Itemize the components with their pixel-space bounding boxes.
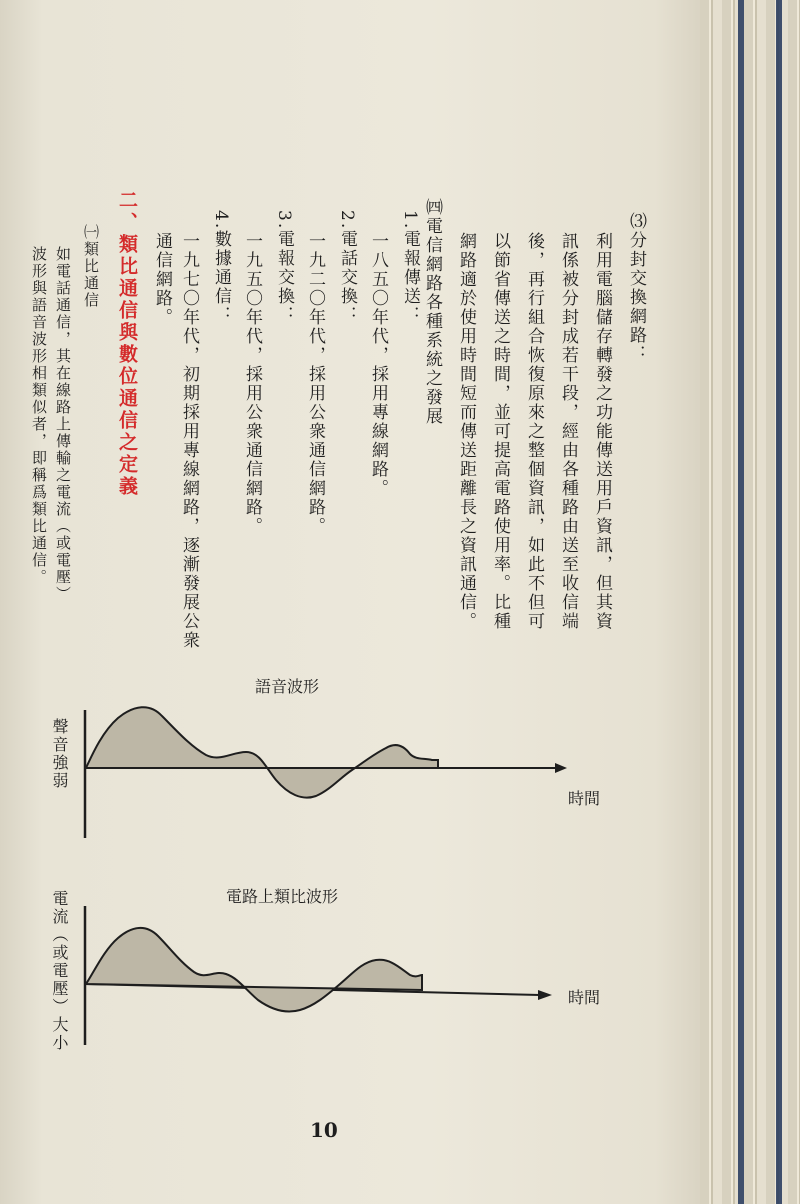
section3-line-3: 後，再行組合恢復原來之整個資訊，如此不但可	[524, 232, 544, 631]
section4-item-4-title: 4.數據通信：	[211, 210, 231, 326]
figure-top-y-label: 聲音強弱	[50, 718, 69, 790]
chapter-line-1: 如電話通信，其在線路上傳輸之電流（或電壓）	[54, 246, 72, 603]
figure-top-x-label: 時間	[568, 789, 601, 808]
figure-bottom-x-label: 時間	[568, 988, 601, 1007]
section3-line-1: 利用電腦儲存轉發之功能傳送用戶資訊，但其資	[592, 232, 612, 631]
edge-band	[776, 0, 782, 1204]
chapter-line-2: 波形與語音波形相類似者，即稱爲類比通信。	[30, 246, 48, 586]
edge-band	[738, 0, 744, 1204]
section3-heading: ⑶分封交換網路：	[626, 212, 646, 364]
section4-item-2-title: 2.電話交換：	[337, 210, 357, 326]
top-speech-wave	[86, 707, 438, 797]
page-number: 10	[310, 1118, 338, 1142]
section3-line-4: 以節省傳送之時間，並可提高電路使用率。比種	[490, 232, 510, 631]
section4-heading: ㈣電信網路各種系統之發展	[422, 198, 442, 426]
section4-item-1-title: 1.電報傳送：	[400, 210, 420, 326]
chapter-title: 二、類比通信與數位通信之定義	[116, 190, 138, 498]
figure-bottom-title: 電路上類比波形	[226, 887, 339, 906]
figure-top-title: 語音波形	[255, 677, 320, 696]
section4-item-4-text-cont: 通信網路。	[152, 232, 172, 327]
section4-item-2-text: 一九二〇年代，採用公衆通信網路。	[305, 232, 325, 536]
section4-item-3-title: 3.電報交換：	[274, 210, 294, 326]
section3-line-2: 訊係被分封成若干段，經由各種路由送至收信端	[558, 232, 578, 631]
chapter-subheading: ㈠類比通信	[82, 224, 100, 309]
bottom-analog-wave	[86, 928, 422, 1012]
section4-item-1-text: 一八五〇年代，採用專線網路。	[368, 232, 388, 498]
top-x-arrow	[555, 763, 567, 773]
page-edges	[700, 0, 800, 1204]
section4-item-4-text: 一九七〇年代，初期採用專線網路，逐漸發展公衆	[179, 232, 199, 650]
section3-line-5: 網路適於使用時間短而傳送距離長之資訊通信。	[456, 232, 476, 631]
bottom-x-arrow	[538, 990, 552, 1000]
figure-bottom-y-label: 電流（或電壓）大小	[50, 890, 69, 1052]
section4-item-3-text: 一九五〇年代，採用公衆通信網路。	[242, 232, 262, 536]
